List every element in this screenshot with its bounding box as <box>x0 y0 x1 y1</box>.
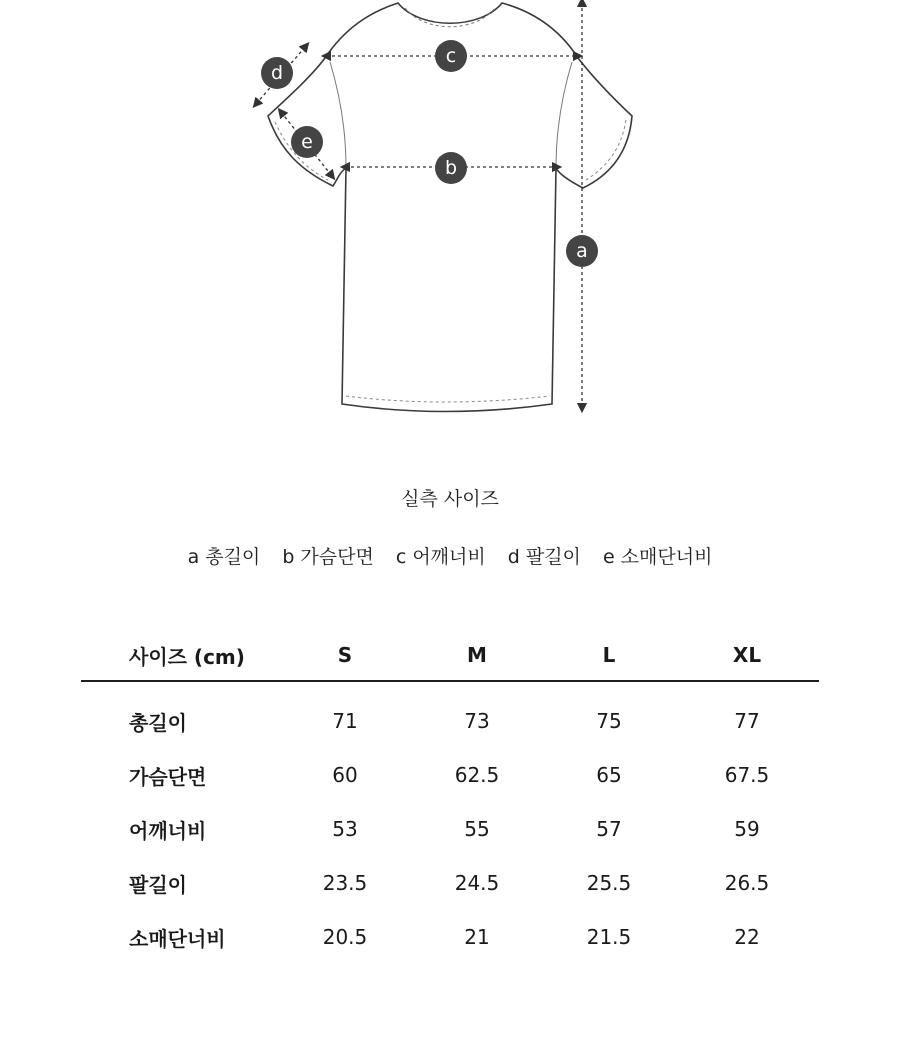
table-header-row <box>81 630 819 681</box>
badge-e <box>291 126 323 158</box>
row-label: 가슴단면 <box>129 764 207 789</box>
header-size-l: L <box>543 630 675 681</box>
row-label: 팔길이 <box>129 872 187 897</box>
table-cell: 65 <box>596 763 622 787</box>
svg-text:b: b <box>444 157 458 179</box>
measurement-legend <box>0 542 900 569</box>
header-size-m: M <box>411 630 543 681</box>
table-cell: 71 <box>332 709 358 733</box>
table-cell: 67.5 <box>724 763 770 787</box>
legend-item-c: c 어깨너비 <box>395 546 486 568</box>
badge-a <box>566 235 598 267</box>
table-cell: 62.5 <box>454 763 500 787</box>
table-cell: 73 <box>464 709 490 733</box>
legend-item-e: e 소매단너비 <box>602 546 713 568</box>
table-row <box>81 802 819 856</box>
table-cell: 25.5 <box>586 871 632 895</box>
table-row <box>81 748 819 802</box>
row-label: 소매단너비 <box>129 926 226 951</box>
row-label: 총길이 <box>129 710 187 735</box>
badge-b <box>435 152 467 184</box>
table-cell: 59 <box>734 817 760 841</box>
badge-c <box>435 40 467 72</box>
table-row <box>81 681 819 748</box>
table-cell: 21 <box>464 925 490 949</box>
tshirt-measurement-diagram <box>0 0 900 440</box>
svg-text:c: c <box>445 45 457 67</box>
badge-d <box>261 57 293 89</box>
size-table <box>81 630 819 964</box>
table-cell: 55 <box>464 817 490 841</box>
table-cell: 20.5 <box>322 925 368 949</box>
legend-item-a: a 총길이 <box>187 546 261 568</box>
svg-text:a: a <box>576 240 588 262</box>
svg-text:d: d <box>270 62 284 84</box>
table-cell: 24.5 <box>454 871 500 895</box>
section-title: 실측 사이즈 <box>401 488 499 510</box>
svg-text:e: e <box>301 131 313 153</box>
table-cell: 21.5 <box>586 925 632 949</box>
table-row <box>81 910 819 964</box>
legend-item-d: d 팔길이 <box>507 546 581 568</box>
table-row <box>81 856 819 910</box>
table-cell: 26.5 <box>724 871 770 895</box>
table-cell: 60 <box>332 763 358 787</box>
legend-item-b: b 가슴단면 <box>282 546 374 568</box>
table-cell: 57 <box>596 817 622 841</box>
table-cell: 77 <box>734 709 760 733</box>
table-cell: 23.5 <box>322 871 368 895</box>
row-label: 어깨너비 <box>129 818 207 843</box>
table-cell: 22 <box>734 925 760 949</box>
table-cell: 75 <box>596 709 622 733</box>
table-cell: 53 <box>332 817 358 841</box>
header-size-s: S <box>279 630 411 681</box>
header-size-cm: 사이즈 (cm) <box>81 630 279 681</box>
header-size-xl: XL <box>675 630 819 681</box>
